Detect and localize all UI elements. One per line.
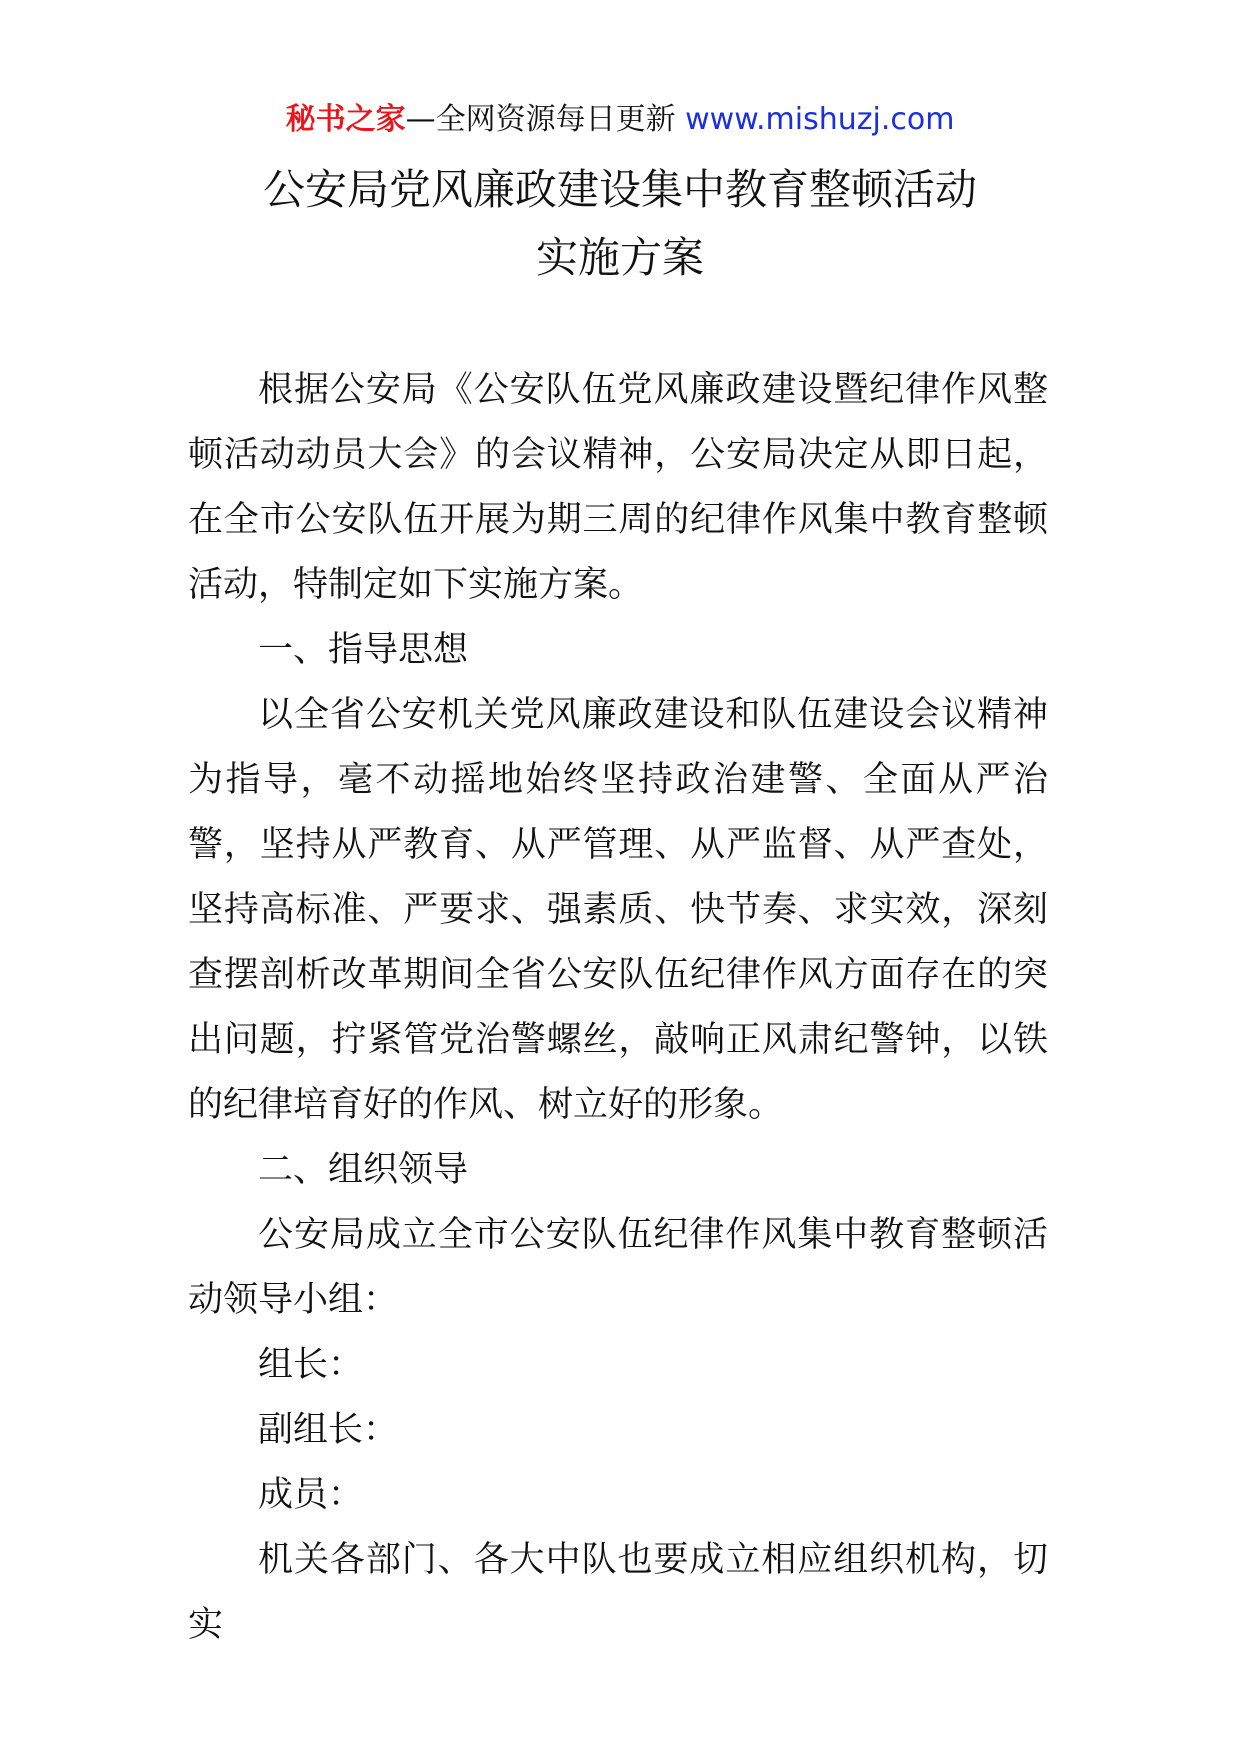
guiding-ideology-paragraph: 以全省公安机关党风廉政建设和队伍建设会议精神为指导，毫不动摇地始终坚持政治建警、全面从严治警，坚持从严教育、从严管理、从严监督、从严查处，坚持高标准、严要求、强素质、快节奏、求实效，深刻查摆剖析改革期间全省公安队伍纪律作风方面存在的突出问题，拧紧管党治警螺丝，敲响正风肃纪警钟，以铁的纪律培育好的作风、树立好的形象。: [188, 695, 1048, 1125]
closing-paragraph: 机关各部门、各大中队也要成立相应组织机构，切实: [188, 1540, 1048, 1645]
intro-paragraph: 根据公安局《公安队伍党风廉政建设暨纪律作风整顿活动动员大会》的会议精神，公安局决定从即日起，在全市公安队伍开展为期三周的纪律作风集中教育整顿活动，特制定如下实施方案。: [188, 370, 1048, 605]
members-line: 成员：: [258, 1475, 364, 1515]
section-heading-organization: 二、组织领导: [258, 1150, 469, 1190]
website-link[interactable]: www.mishuzj.com: [685, 102, 955, 137]
document-title-line-2: 实施方案: [535, 233, 704, 282]
section-heading-guiding-ideology: 一、指导思想: [258, 630, 469, 670]
header-tagline: —全网资源每日更新: [405, 102, 686, 137]
document-title-line-1: 公安局党风廉政建设集中教育整顿活动: [262, 165, 977, 214]
leader-line: 组长：: [258, 1345, 364, 1385]
brand-name: 秘书之家: [285, 102, 406, 137]
organization-paragraph: 公安局成立全市公安队伍纪律作风集中教育整顿活动领导小组：: [188, 1215, 1048, 1320]
deputy-leader-line: 副组长：: [258, 1410, 399, 1450]
document-body: [188, 358, 1048, 1658]
header-banner: [0, 100, 1240, 140]
